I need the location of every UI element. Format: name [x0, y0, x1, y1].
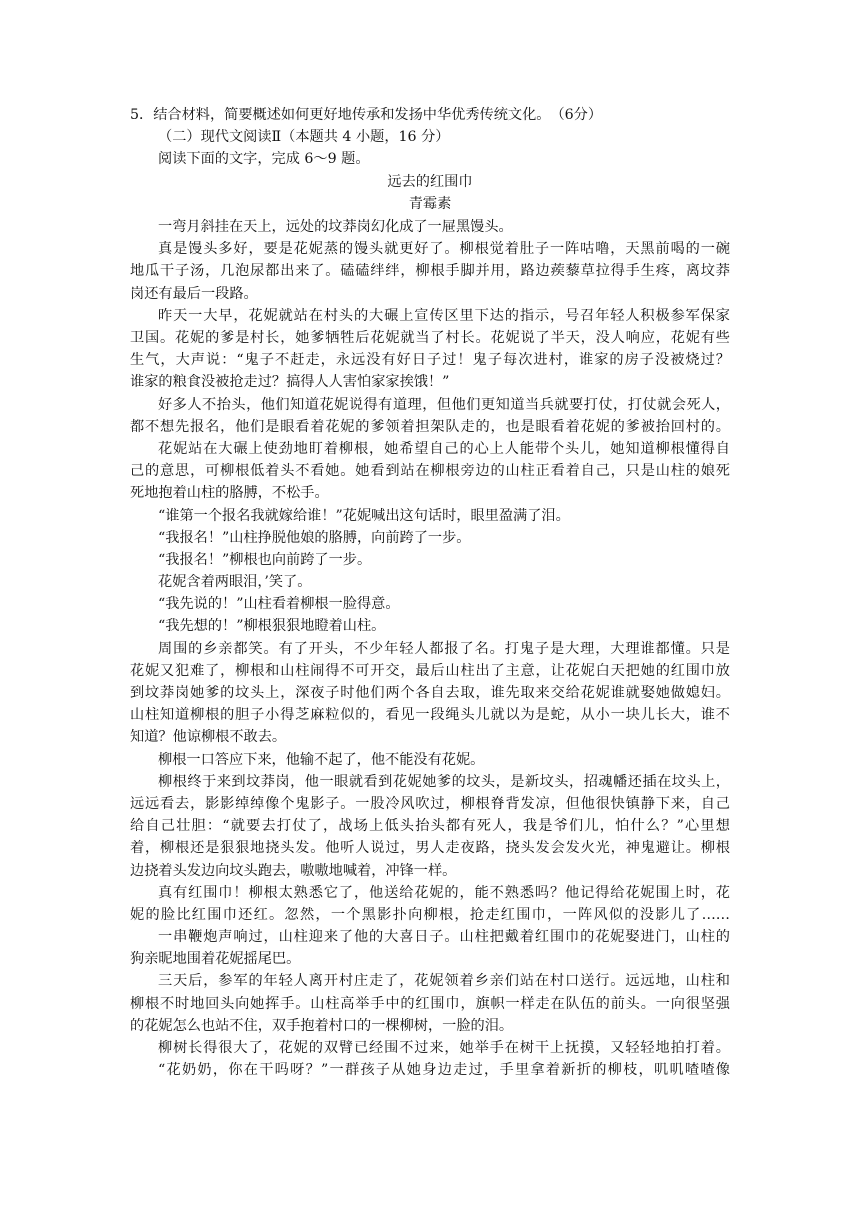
text-line-p13: 柳根一口答应下来，他输不起了，他不能没有花妮。 [158, 752, 485, 768]
text-line-p5c: 死地抱着山柱的胳膊，不松手。 [130, 485, 329, 501]
text-line-title: 远去的红围巾 [387, 174, 473, 190]
text-line-p14c: 给自己壮胆：“就要去打仗了，战场上低头抬头都有死人，我是爷们儿，怕什么？”心里想 [130, 818, 730, 834]
text-line-p2b: 地瓜干子汤，几泡尿都出来了。磕磕绊绊，柳根手脚并用，路边蒺藜草拉得手生疼，离坟莽 [130, 263, 730, 279]
text-line-section: （二）现代文阅读Ⅱ（本题共 4 小题，16 分） [158, 129, 450, 145]
text-line-p16a: 一串鞭炮声响过，山柱迎来了他的大喜日子。山柱把戴着红围巾的花妮娶进门，山柱的 [158, 929, 730, 945]
text-line-p17b: 柳根不时地回头向她挥手。山柱高举手中的红围巾，旗帜一样走在队伍的前头。一向很坚强 [130, 996, 730, 1012]
text-line-p6: “谁第一个报名我就嫁给谁！”花妮喊出这句话时，眼里盈满了泪。 [158, 508, 570, 524]
text-line-p2c: 岗还有最后一段路。 [130, 286, 258, 302]
text-line-p12e: 知道？他谅柳根不敢去。 [130, 729, 287, 745]
text-line-p7: “我报名！”山柱挣脱他娘的胳膊，向前跨了一步。 [158, 530, 471, 546]
text-line-p5a: 花妮站在大碾上使劲地盯着柳根，她希望自己的心上人能带个头儿，她知道柳根懂得自 [158, 441, 730, 457]
text-line-p3b: 卫国。花妮的爹是村长，她爹牺牲后花妮就当了村长。花妮说了半天，没人响应，花妮有些 [130, 330, 730, 346]
text-line-p14a: 柳根终于来到坟莽岗，他一眼就看到花妮她爹的坟头，是新坟头，招魂幡还插在坟头上， [158, 774, 730, 790]
text-line-author: 青霉素 [408, 196, 452, 212]
text-line-p5b: 己的意思，可柳根低着头不看她。她看到站在柳根旁边的山柱正看着自己，只是山柱的娘死 [130, 463, 730, 479]
text-line-p4a: 好多人不抬头，他们知道花妮说得有道理，但他们更知道当兵就要打仗，打仗就会死人， [158, 397, 730, 413]
text-line-p14e: 边挠着头发边向坟头跑去，嗷嗷地喊着，冲锋一样。 [130, 863, 457, 879]
text-line-p14b: 远远看去，影影绰绰像个鬼影子。一股冷风吹过，柳根脊背发凉，但他很快镇静下来，自己 [130, 796, 730, 812]
text-line-p15b: 妮的脸比红围巾还红。忽然，一个黑影扑向柳根，抢走红围巾，一阵风似的没影儿了…… [130, 907, 730, 923]
text-line-p3c: 生气，大声说：“鬼子不赶走，永远没有好日子过！鬼子每次进村，谁家的房子没被烧过？ [130, 352, 730, 368]
text-line-p11: “我先想的！”柳根狠狠地瞪着山柱。 [158, 618, 386, 634]
text-line-p19: “花奶奶，你在干吗呀？”一群孩子从她身边走过，手里拿着新折的柳枝，叽叽喳喳像 [158, 1062, 730, 1078]
text-line-p17a: 三天后，参军的年轻人离开村庄走了，花妮领着乡亲们站在村口送行。远远地，山柱和 [158, 973, 730, 989]
text-line-p18: 柳树长得很大了，花妮的双臂已经围不过来，她举手在树干上抚摸，又轻轻地拍打着。 [158, 1040, 730, 1056]
text-line-p8: “我报名！”柳根也向前跨了一步。 [158, 552, 372, 568]
text-line-p2a: 真是馒头多好，要是花妮蒸的馒头就更好了。柳根觉着肚子一阵咕噜，天黑前喝的一碗 [158, 241, 730, 257]
text-line-p3d: 谁家的粮食没被抢走过？搞得人人害怕家家挨饿！” [130, 374, 450, 390]
text-line-p14d: 着，柳根还是狠狠地挠头发。他听人说过，男人走夜路，挠头发会发火光，神鬼避让。柳根 [130, 840, 730, 856]
text-line-p4b: 都不想先报名，他们是眼看着花妮的爹领着担架队走的，也是眼看着花妮的爹被抬回村的。 [130, 419, 730, 435]
text-line-p9: 花妮含着两眼泪，’笑了。 [158, 574, 312, 590]
text-line-p17c: 的花妮怎么也站不住，双手抱着村口的一棵柳树，一脸的泪。 [130, 1018, 514, 1034]
text-line-instruction: 阅读下面的文字，完成 6～9 题。 [158, 151, 370, 167]
text-line-p12d: 山柱知道柳根的胆子小得芝麻粒似的，看见一段绳头儿就以为是蛇，从小一块儿长大，谁不 [130, 707, 730, 723]
text-line-p12b: 花妮又犯难了，柳根和山柱闹得不可开交，最后山柱出了主意，让花妮白天把她的红围巾放 [130, 663, 730, 679]
text-line-p3a: 昨天一大早，花妮就站在村头的大碾上宣传区里下达的指示，号召年轻人积极参军保家 [158, 308, 730, 324]
text-line-p12a: 周围的乡亲都笑。有了开头，不少年轻人都报了名。打鬼子是大理，大理谁都懂。只是 [158, 641, 730, 657]
text-line-p1a: 一弯月斜挂在天上，远处的坟莽岗幻化成了一屉黑馒头。 [158, 219, 513, 235]
text-line-q5: 5．结合材料，简要概述如何更好地传承和发扬中华优秀传统文化。 （6分） [130, 107, 603, 123]
text-line-p10: “我先说的！”山柱看着柳根一脸得意。 [158, 596, 400, 612]
text-line-p15a: 真有红围巾！柳根太熟悉它了，他送给花妮的，能不熟悉吗？他记得给花妮围上时，花 [158, 885, 730, 901]
text-line-p12c: 到坟莽岗她爹的坟头上，深夜子时他们两个各自去取，谁先取来交给花妮谁就娶她做媳妇。 [130, 685, 730, 701]
text-line-p16b: 狗亲昵地围着花妮摇尾巴。 [130, 951, 301, 967]
